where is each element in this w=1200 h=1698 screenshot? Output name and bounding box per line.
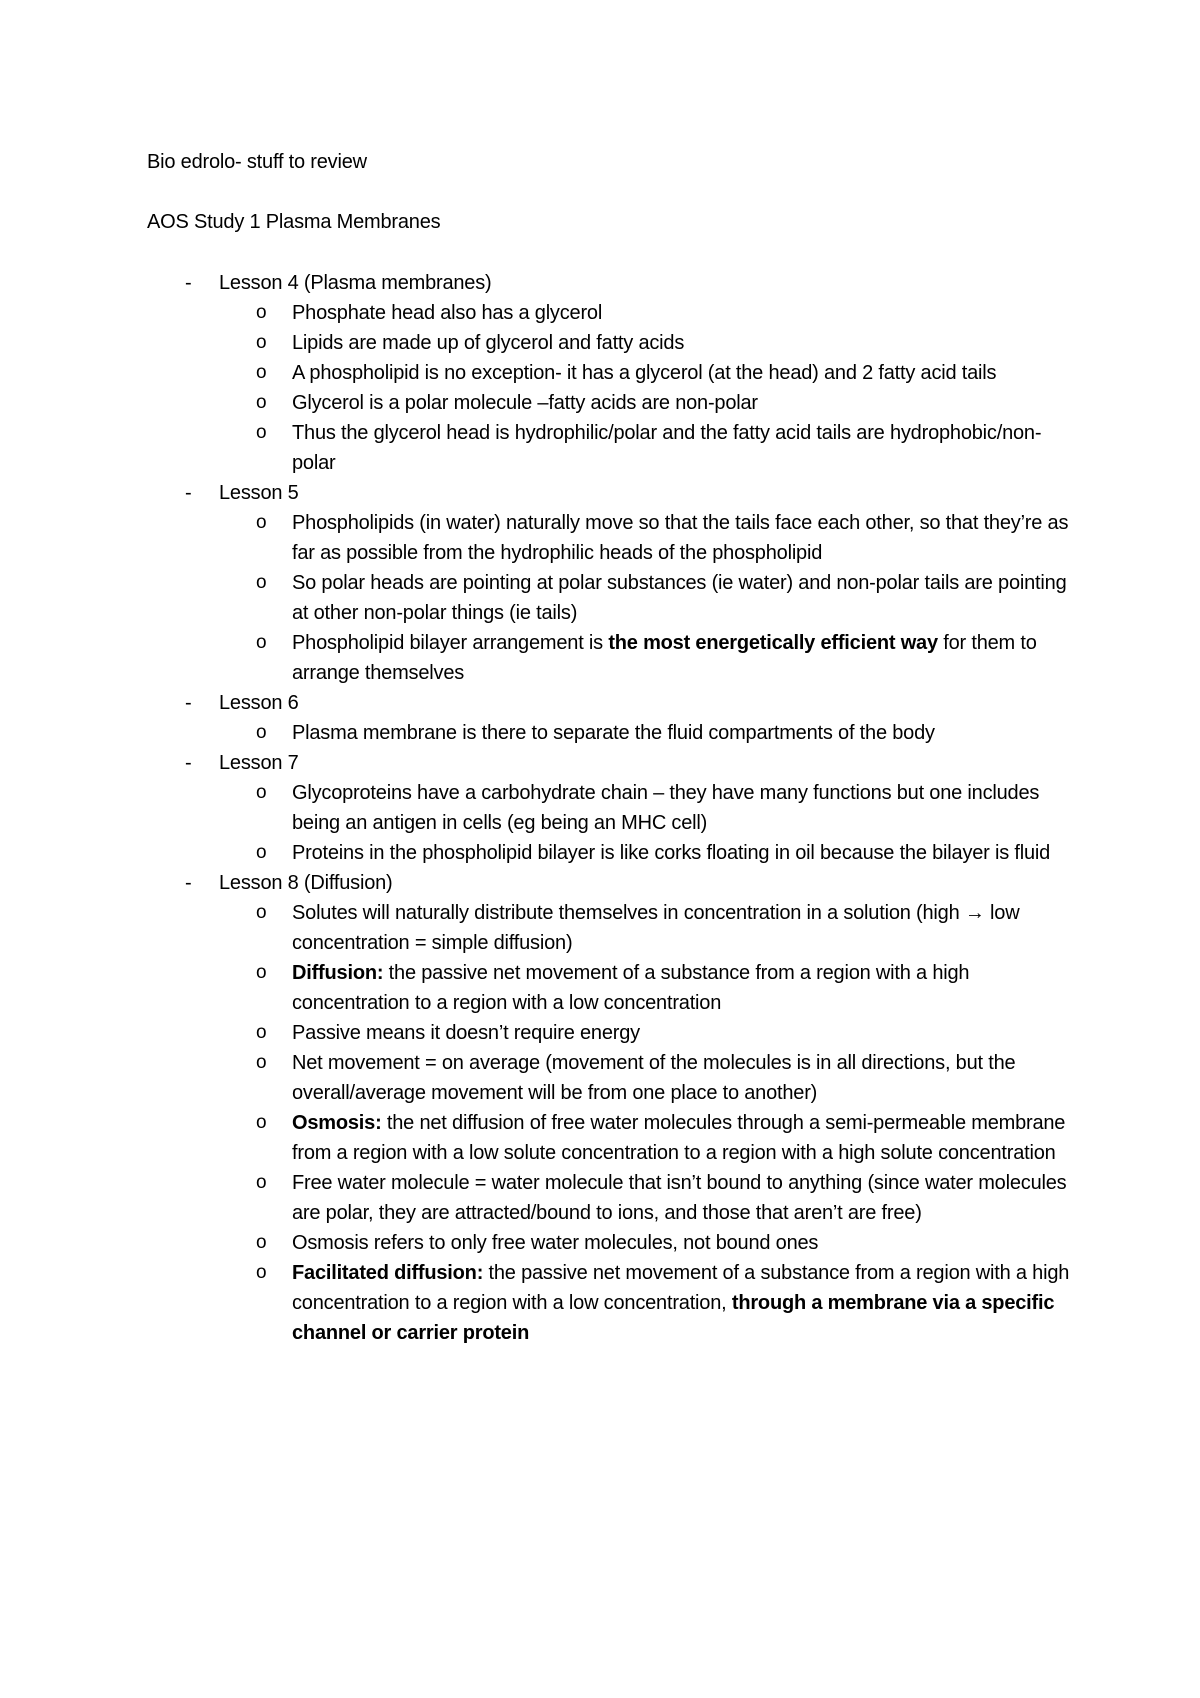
bullet-text: Solutes will naturally distribute themselves in concentration in a solution (high [292,902,965,924]
bullet-text: Phospholipids (in water) naturally move so that the tails face each other, so that they’re as far as possible from the hydrophilic heads of the phospholipid [292,512,1069,564]
circle-bullet-icon: o [256,722,267,743]
bold-term: Osmosis: [292,1112,382,1134]
circle-bullet-icon: o [256,1052,267,1073]
bullet-text: Phosphate head also has a glycerol [292,302,603,324]
bullet-item [0,838,1070,868]
bullet-text: Free water molecule = water molecule that isn’t bound to anything (since water molecules are polar, they are attracted/bound to ions, and those that aren’t are free) [292,1172,1067,1224]
bullet-item [0,898,1070,958]
dash-marker: - [185,272,192,294]
section-heading: AOS Study 1 Plasma Membranes [147,211,441,233]
dash-marker: - [185,482,192,504]
bullet-text: So polar heads are pointing at polar substances (ie water) and non-polar tails are pointing at other non-polar things (ie tails) [292,572,1067,624]
dash-marker: - [185,872,192,894]
bold-term: through a membrane via a specific channel or carrier protein [292,1292,1055,1344]
bullet-item [0,958,1070,1018]
bullet-text: Glycerol is a polar molecule –fatty acids are non-polar [292,392,758,414]
bold-term: Facilitated diffusion: [292,1262,484,1284]
circle-bullet-icon: o [256,422,267,443]
bullet-item [0,568,1070,628]
bullet-item [0,358,1070,388]
circle-bullet-icon: o [256,1022,267,1043]
circle-bullet-icon: o [256,1262,267,1283]
bullet-text: A phospholipid is no exception- it has a glycerol (at the head) and 2 fatty acid tails [292,362,997,384]
bullet-text: for them to arrange themselves [292,632,1037,684]
lesson-label: Lesson 8 (Diffusion) [219,872,393,894]
dash-marker: - [185,752,192,774]
lesson-heading-row [0,868,1200,898]
bullet-text: Passive means it doesn’t require energy [292,1022,640,1044]
document-title: Bio edrolo- stuff to review [147,151,367,173]
lesson-heading-row [0,478,1200,508]
bullet-item [0,328,1070,358]
bullet-text: Osmosis refers to only free water molecules, not bound ones [292,1232,819,1254]
bullet-text: the passive net movement of a substance from a region with a high concentration to a region with a low concentration [292,962,970,1014]
bullet-item [0,778,1070,838]
lesson-item [0,478,1200,688]
bullet-text: the net diffusion of free water molecules through a semi-permeable membrane from a region with a low solute concentration to a region with a high solute concentration [292,1112,1066,1164]
circle-bullet-icon: o [256,1172,267,1193]
circle-bullet-icon: o [256,572,267,593]
bullet-text: Glycoproteins have a carbohydrate chain – they have many functions but one includes being an antigen in cells (eg being an MHC cell) [292,782,1040,834]
bold-term: Diffusion: [292,962,384,984]
circle-bullet-icon: o [256,512,267,533]
bullet-item [0,1048,1070,1108]
bullet-item [0,628,1070,688]
bullet-item [0,298,1070,328]
lesson-item [0,688,1200,748]
circle-bullet-icon: o [256,1232,267,1253]
bullet-text: the passive net movement of a substance from a region with a high concentration to a region with a low concentration, [292,1262,1070,1314]
circle-bullet-icon: o [256,782,267,803]
lesson-label: Lesson 6 [219,692,299,714]
circle-bullet-icon: o [256,332,267,353]
circle-bullet-icon: o [256,362,267,383]
circle-bullet-icon: o [256,632,267,653]
lesson-heading-row [0,748,1200,778]
bullet-text: Lipids are made up of glycerol and fatty acids [292,332,685,354]
bold-term: the most energetically efficient way [608,632,938,654]
lesson-item [0,268,1200,478]
lesson-label: Lesson 5 [219,482,299,504]
lesson-heading-row [0,268,1200,298]
bullet-item [0,718,1070,748]
arrow-right-icon: → [964,902,985,924]
bullet-text: Phospholipid bilayer arrangement is [292,632,609,654]
circle-bullet-icon: o [256,1112,267,1133]
bullet-item [0,1168,1070,1228]
bullet-text: Plasma membrane is there to separate the fluid compartments of the body [292,722,935,744]
bullet-list [0,898,1200,1348]
bullet-item [0,1258,1070,1348]
bullet-text: low concentration = simple diffusion) [292,902,1020,954]
bullet-item [0,508,1070,568]
lesson-item [0,748,1200,868]
lesson-label: Lesson 4 (Plasma membranes) [219,272,492,294]
circle-bullet-icon: o [256,842,267,863]
bullet-item [0,1228,1070,1258]
circle-bullet-icon: o [256,392,267,413]
bullet-list [0,778,1200,868]
circle-bullet-icon: o [256,902,267,923]
lesson-heading-row [0,688,1200,718]
circle-bullet-icon: o [256,302,267,323]
bullet-list [0,718,1200,748]
dash-marker: - [185,692,192,714]
bullet-list [0,298,1200,478]
lesson-outline [0,268,1200,1348]
bullet-list [0,508,1200,688]
bullet-item [0,1108,1070,1168]
lesson-label: Lesson 7 [219,752,299,774]
bullet-item [0,1018,1070,1048]
bullet-text: Thus the glycerol head is hydrophilic/polar and the fatty acid tails are hydrophobic/non-polar [292,422,1042,474]
lesson-item [0,868,1200,1348]
bullet-text: Proteins in the phospholipid bilayer is like corks floating in oil because the bilayer is fluid [292,842,1051,864]
bullet-item [0,388,1070,418]
circle-bullet-icon: o [256,962,267,983]
bullet-item [0,418,1070,478]
bullet-text: Net movement = on average (movement of the molecules is in all directions, but the overall/average movement will be from one place to another) [292,1052,1016,1104]
